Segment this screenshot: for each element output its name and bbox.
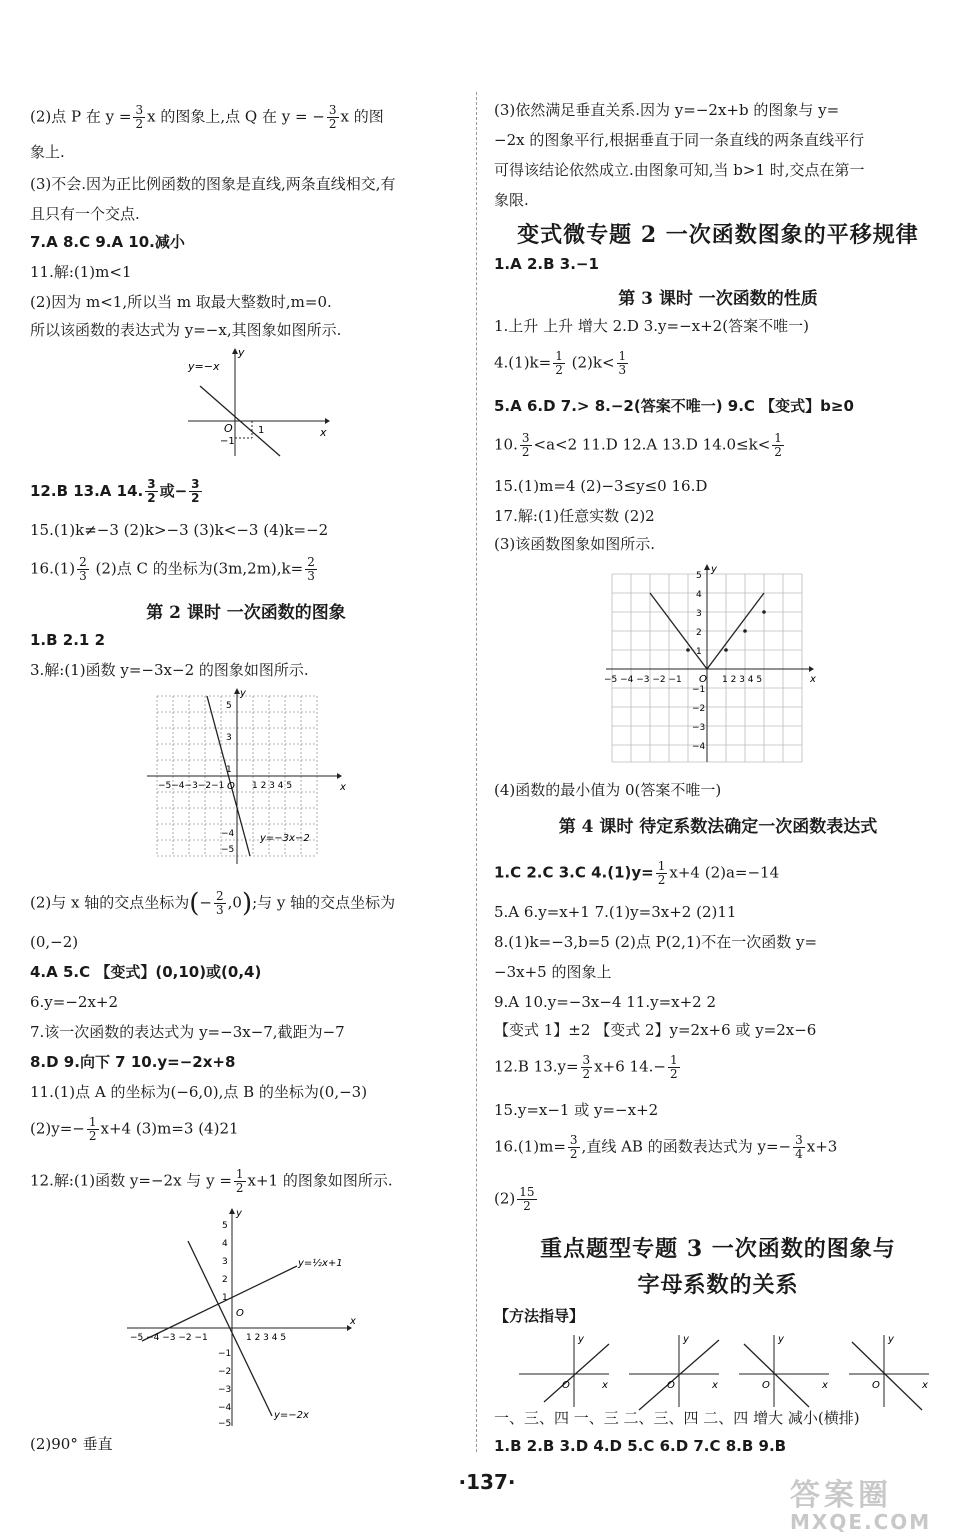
svg-text:−4: −4 <box>221 829 235 839</box>
method-graph-1 <box>519 1334 609 1407</box>
svg-text:x: x <box>922 1380 928 1391</box>
section-heading: 变式微专题 2 一次函数图象的平移规律 <box>517 222 919 248</box>
answer-line: 【方法指导】 <box>494 1307 585 1325</box>
svg-text:x: x <box>350 1316 356 1327</box>
answer-line: 16.(1) $\frac{2}{3}$ (2)点 C 的坐标为(3m,2m),k= $\frac{2}{3}$ <box>30 555 315 583</box>
svg-text:O: O <box>699 674 707 685</box>
svg-text:5: 5 <box>226 701 232 711</box>
answer-line: 12.B 13.A 14. $\frac{3}{2}$ 或− $\frac{3}{2}$ <box>30 477 200 505</box>
answer-line: 5.A 6.D 7.> 8.−2(答案不唯一) 9.C 【变式】b≥0 <box>494 397 854 415</box>
graph-label: y=½x+1 <box>298 1258 343 1269</box>
answer-line: 11.解:(1)m<1 <box>30 263 132 281</box>
answer-line: (0,−2) <box>30 933 79 951</box>
answer-line: (2) $\frac{15}{2}$ <box>494 1185 535 1213</box>
answer-line: 1.A 2.B 3.−1 <box>494 255 599 273</box>
answer-line: (2)90° 垂直 <box>30 1435 113 1453</box>
answer-line: (3)该函数图象如图所示. <box>494 535 656 553</box>
answer-line: 6.y=−2x+2 <box>30 993 119 1011</box>
section-heading: 重点题型专题 3 一次函数的图象与 <box>540 1236 896 1262</box>
svg-text:1: 1 <box>222 1293 228 1303</box>
svg-text:1 2 3 4 5: 1 2 3 4 5 <box>246 1333 287 1343</box>
svg-text:2: 2 <box>222 1275 228 1285</box>
svg-text:−5: −5 <box>218 1419 232 1429</box>
fraction: $\frac{2}{3}$ <box>215 889 224 917</box>
method-graph-2 <box>629 1334 719 1410</box>
answer-line: 16.(1)m= $\frac{3}{2}$ ,直线 AB 的函数表达式为 y=− $\frac{3}{4}$ x+3 <box>494 1133 838 1161</box>
section-heading: 第 3 课时 一次函数的性质 <box>618 289 818 309</box>
fraction: $\frac{3}{2}$ <box>135 103 144 131</box>
section-heading: 字母系数的关系 <box>637 1272 799 1298</box>
answer-line: (3)依然满足垂直关系.因为 y=−2x+b 的图象与 y= <box>494 101 840 119</box>
answer-line: 8.(1)k=−3,b=5 (2)点 P(2,1)不在一次函数 y= <box>494 933 818 951</box>
watermark-logo: 答案圈 MXQE.COM <box>790 1478 932 1534</box>
svg-text:−4: −4 <box>692 742 706 752</box>
graph-y-neg-x <box>180 346 330 461</box>
svg-text:y: y <box>683 1334 689 1345</box>
svg-text:O: O <box>872 1380 880 1391</box>
svg-text:x: x <box>712 1380 718 1391</box>
graph-perpendicular-lines <box>122 1206 362 1431</box>
answer-line: 所以该函数的表达式为 y=−x,其图象如图所示. <box>30 321 342 339</box>
answer-line: −3x+5 的图象上 <box>494 963 612 981</box>
svg-text:1: 1 <box>258 425 265 436</box>
method-graph-3 <box>739 1334 829 1407</box>
answer-line: (2)点 P 在 y = $\frac{3}{2}$ x 的图象上,点 Q 在 y = − $\frac{3}{2}$ x 的图 <box>30 103 384 131</box>
fraction: $\frac{1}{2}$ <box>88 1115 97 1143</box>
svg-text:5: 5 <box>696 571 702 581</box>
method-graphs <box>514 1332 934 1412</box>
fraction: $\frac{15}{2}$ <box>519 1185 535 1213</box>
page-number: ·137· <box>458 1470 516 1494</box>
answer-line: 15.y=x−1 或 y=−x+2 <box>494 1101 659 1119</box>
svg-text:−5 −4 −3 −2 −1: −5 −4 −3 −2 −1 <box>604 675 682 685</box>
svg-text:y: y <box>238 346 245 359</box>
svg-text:−1: −1 <box>220 436 235 447</box>
answer-line: 可得该结论依然成立.由图象可知,当 b>1 时,交点在第一 <box>494 161 865 179</box>
answer-line: 1.C 2.C 3.C 4.(1)y= $\frac{1}{2}$ x+4 (2)a=−14 <box>494 859 780 887</box>
svg-text:O: O <box>762 1380 770 1391</box>
svg-text:y: y <box>240 688 246 699</box>
fraction: $\frac{2}{3}$ <box>79 555 87 583</box>
svg-text:2: 2 <box>696 628 702 638</box>
fraction: $\frac{1}{2}$ <box>669 1053 678 1081</box>
method-graph-4 <box>849 1334 929 1410</box>
answer-line: 7.该一次函数的表达式为 y=−3x−7,截距为−7 <box>30 1023 345 1041</box>
fraction: $\frac{1}{2}$ <box>555 349 563 377</box>
svg-text:3: 3 <box>222 1257 228 1267</box>
svg-text:O: O <box>224 422 233 435</box>
svg-text:y: y <box>888 1334 894 1345</box>
svg-text:x: x <box>602 1380 608 1391</box>
svg-text:y: y <box>778 1334 784 1345</box>
svg-text:3: 3 <box>696 609 702 619</box>
svg-text:1: 1 <box>226 765 232 775</box>
answer-line: (3)不会.因为正比例函数的图象是直线,两条直线相交,有 <box>30 175 396 193</box>
fraction: $\frac{3}{2}$ <box>328 103 337 131</box>
svg-text:4: 4 <box>222 1239 228 1249</box>
svg-text:O: O <box>562 1380 570 1391</box>
answer-line: 7.A 8.C 9.A 10.减小 <box>30 233 185 251</box>
fraction: $\frac{3}{2}$ <box>521 431 530 459</box>
answer-line: 象限. <box>494 191 529 209</box>
answer-line: 12.解:(1)函数 y=−2x 与 y = $\frac{1}{2}$ x+1 的图象如图所示. <box>30 1167 393 1195</box>
graph-label: y=−3x−2 <box>260 833 310 844</box>
svg-text:5: 5 <box>222 1221 228 1231</box>
svg-text:1 2 3 4 5: 1 2 3 4 5 <box>252 781 293 791</box>
answer-line: 一、三、四 一、三 二、三、四 二、四 增大 减小(横排) <box>494 1409 860 1427</box>
answer-line: 15.(1)k≠−3 (2)k>−3 (3)k<−3 (4)k=−2 <box>30 521 329 539</box>
answer-line: 8.D 9.向下 7 10.y=−2x+8 <box>30 1053 236 1071</box>
fraction: $\frac{1}{2}$ <box>657 859 666 887</box>
fraction: $\frac{1}{3}$ <box>618 349 627 377</box>
svg-text:−1: −1 <box>218 1349 232 1359</box>
svg-text:4: 4 <box>696 590 702 600</box>
svg-text:x: x <box>320 426 327 439</box>
svg-text:−1: −1 <box>692 685 706 695</box>
answer-line: 且只有一个交点. <box>30 205 140 223</box>
answer-line: (2)因为 m<1,所以当 m 取最大整数时,m=0. <box>30 293 332 311</box>
answer-line: 4.(1)k= $\frac{1}{2}$ (2)k< $\frac{1}{3}$ <box>494 349 627 377</box>
answer-line: 17.解:(1)任意实数 (2)2 <box>494 507 655 525</box>
svg-text:y: y <box>578 1334 584 1345</box>
answer-line: 【变式 1】±2 【变式 2】y=2x+6 或 y=2x−6 <box>494 1021 817 1039</box>
section-heading: 第 2 课时 一次函数的图象 <box>146 603 346 623</box>
svg-text:y: y <box>236 1208 242 1219</box>
fraction: $\frac{1}{2}$ <box>774 431 782 459</box>
graph-abs-function <box>604 562 819 767</box>
svg-text:−3: −3 <box>692 723 706 733</box>
fraction: $\frac{3}{2}$ <box>147 477 156 505</box>
svg-text:−2: −2 <box>218 1367 232 1377</box>
answer-line: (2)y=− $\frac{1}{2}$ x+4 (3)m=3 (4)21 <box>30 1115 239 1143</box>
svg-text:x: x <box>340 782 346 793</box>
svg-text:−4: −4 <box>218 1403 232 1413</box>
svg-text:−3: −3 <box>218 1385 232 1395</box>
section-heading: 第 4 课时 待定系数法确定一次函数表达式 <box>558 817 878 837</box>
graph-label: y=−x <box>188 360 220 373</box>
svg-text:−5−4−3−2−1: −5−4−3−2−1 <box>158 781 225 791</box>
fraction: $\frac{3}{2}$ <box>582 1053 591 1081</box>
svg-text:1 2 3 4 5: 1 2 3 4 5 <box>722 675 763 685</box>
answer-line: 3.解:(1)函数 y=−3x−2 的图象如图所示. <box>30 661 309 679</box>
answer-line: 4.A 5.C 【变式】(0,10)或(0,4) <box>30 963 262 981</box>
svg-text:1: 1 <box>696 647 702 657</box>
svg-text:O: O <box>227 781 235 792</box>
answer-line: −2x 的图象平行,根据垂直于同一条直线的两条直线平行 <box>494 131 865 149</box>
answer-line: 1.上升 上升 增大 2.D 3.y=−x+2(答案不唯一) <box>494 317 809 335</box>
graph-y-neg3x-minus2 <box>142 686 352 866</box>
answer-line: 15.(1)m=4 (2)−3≤y≤0 16.D <box>494 477 708 495</box>
answer-line: 1.B 2.B 3.D 4.D 5.C 6.D 7.C 8.B 9.B <box>494 1437 787 1455</box>
answer-line: 12.B 13.y= $\frac{3}{2}$ x+6 14.− $\frac{1}{2}$ <box>494 1053 678 1081</box>
svg-text:−2: −2 <box>692 704 706 714</box>
svg-text:O: O <box>236 1308 244 1319</box>
svg-text:−5: −5 <box>221 845 235 855</box>
column-divider <box>476 92 477 1452</box>
answer-line: 1.B 2.1 2 <box>30 631 106 649</box>
svg-text:O: O <box>667 1380 675 1391</box>
answer-line: 5.A 6.y=x+1 7.(1)y=3x+2 (2)11 <box>494 903 737 921</box>
answer-line: 9.A 10.y=−3x−4 11.y=x+2 2 <box>494 993 717 1011</box>
answer-line: 象上. <box>30 143 65 161</box>
svg-text:−5 −4 −3 −2 −1: −5 −4 −3 −2 −1 <box>130 1333 208 1343</box>
svg-text:x: x <box>810 674 816 685</box>
graph-label: y=−2x <box>274 1410 309 1421</box>
answer-line: (2)与 x 轴的交点坐标为(− $\frac{2}{3}$ ,0);与 y 轴的交点坐标为 <box>30 888 396 919</box>
answer-line: 10. $\frac{3}{2}$ <a<2 11.D 12.A 13.D 14.0≤k< $\frac{1}{2}$ <box>494 431 782 459</box>
svg-text:3: 3 <box>226 733 232 743</box>
svg-text:y: y <box>711 564 717 575</box>
fraction: $\frac{3}{4}$ <box>795 1133 803 1161</box>
answer-line: 11.(1)点 A 的坐标为(−6,0),点 B 的坐标为(0,−3) <box>30 1083 368 1101</box>
fraction: $\frac{3}{2}$ <box>191 477 200 505</box>
fraction: $\frac{3}{2}$ <box>569 1133 578 1161</box>
svg-text:x: x <box>822 1380 828 1391</box>
answer-line: (4)函数的最小值为 0(答案不唯一) <box>494 781 722 799</box>
fraction: $\frac{1}{2}$ <box>235 1167 244 1195</box>
fraction: $\frac{2}{3}$ <box>307 555 315 583</box>
